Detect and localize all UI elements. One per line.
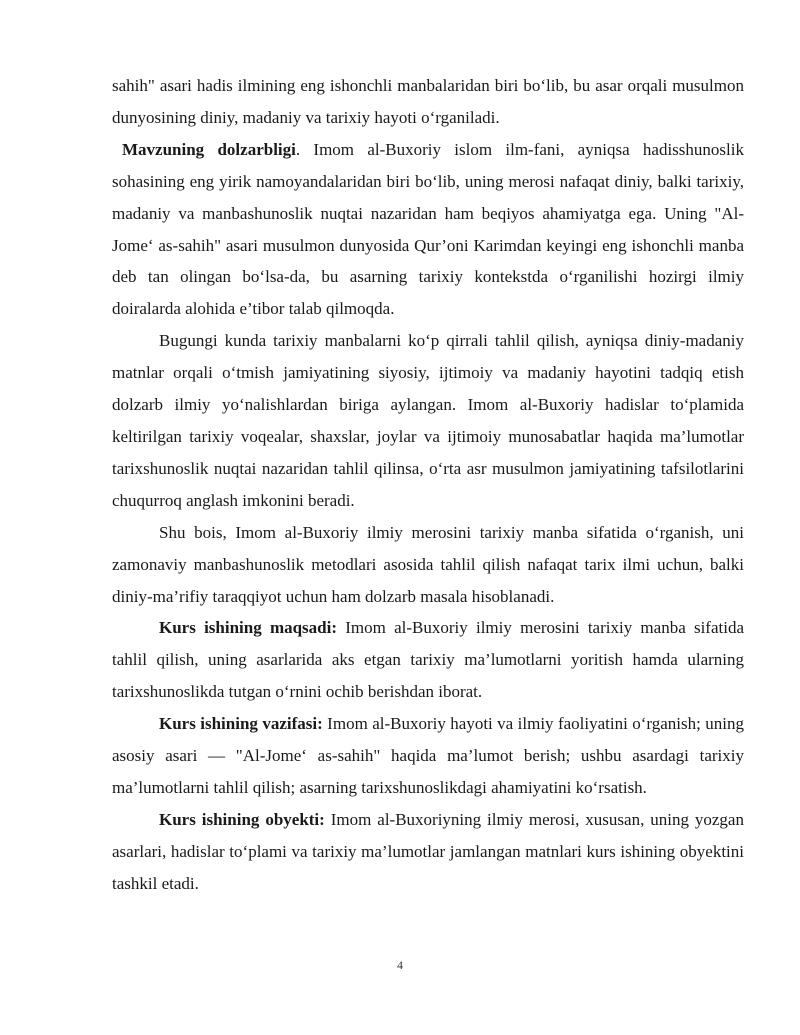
paragraph-heading-tasks: Kurs ishining vazifasi: — [159, 714, 323, 734]
paragraph-text: Bugungi kunda tarixiy manbalarni ko‘p qirrali tahlil qilish, ayniqsa diniy-madaniy matnlar orqali o‘tmish jamiyatining siyosiy, ijtimoiy va madaniy hayotini tadqiq etish dolzarb ilmiy yo‘nalishlardan biriga aylangan. Imom al-Buxoriy hadislar to‘plamida keltirilgan tarixiy voqealar, shaxslar, joylar va ijtimoiy munosabatlar haqida ma’lumotlar tarixshunoslik nuqtai nazaridan tahlil qilinsa, o‘rta asr musulmon jamiyatining tafsilotlarini chuqurroq anglash imkonini beradi. — [112, 331, 744, 510]
paragraph-text: Imom al-Buxoriy hayoti va ilmiy faoliyatini o‘rganish; uning asosiy asari — "Al-Jome‘ as-sahih" haqida ma’lumot berish; ushbu asardagi tarixiy ma’lumotlarni tahlil qilish; asarning tarixshunoslikdagi ahamiyatini ko‘rsatish. — [112, 714, 745, 797]
paragraph-continuation — [112, 70, 744, 134]
paragraph-relevance — [112, 134, 744, 325]
paragraph-object — [112, 804, 744, 900]
paragraph-heading-object: Kurs ishining obyekti: — [159, 809, 325, 829]
document-page — [112, 70, 744, 900]
paragraph-text: Imom al-Buxoriy ilmiy merosini tarixiy manba sifatida tahlil qilish, uning asarlarida aks etgan tarixiy ma’lumotlarni yoritish hamda ularning tarixshunoslikda tutgan o‘rnini ochib berishdan iborat. — [112, 618, 745, 702]
paragraph-goal — [112, 612, 744, 708]
paragraph-therefore — [112, 517, 744, 613]
paragraph-tasks — [112, 708, 744, 804]
page-number: 4 — [397, 958, 403, 972]
paragraph-heading-goal: Kurs ishining maqsadi: — [159, 618, 338, 638]
paragraph-text: sahih" asari hadis ilmining eng ishonchli manbalaridan biri bo‘lib, bu asar orqali musulmon dunyosining diniy, madaniy va tarixiy hayoti o‘rganiladi. — [112, 76, 744, 127]
paragraph-text: Imom al-Buxoriyning ilmiy merosi, xususan, uning yozgan asarlari, hadislar to‘plami va tarixiy ma’lumotlar jamlangan matnlari kurs ishining obyektini tashkil etadi. — [112, 809, 744, 893]
paragraph-text: . Imom al-Buxoriy islom ilm-fani, ayniqsa hadisshunoslik sohasining eng yirik namoyandalaridan biri bo‘lib, uning merosi nafaqat diniy, balki tarixiy, madaniy va manbashunoslik nuqtai nazaridan ham beqiyos ahamiyatga ega. Uning "Al-Jome‘ as-sahih" asari musulmon dunyosida Qur’oni Karimdan keyingi eng ishonchli manba deb tan olingan bo‘lsa-da, bu asarning tarixiy kontekstda o‘rganilishi hozirgi ilmiy doiralarda alohida e’tibor talab qilmoqda. — [112, 139, 744, 319]
paragraph-today — [112, 325, 744, 516]
paragraph-text: Shu bois, Imom al-Buxoriy ilmiy merosini tarixiy manba sifatida o‘rganish, uni zamonaviy manbashunoslik metodlari asosida tahlil qilish nafaqat tarix ilmi uchun, balki diniy-ma’rifiy taraqqiyot uchun ham dolzarb masala hisoblanadi. — [112, 522, 744, 606]
paragraph-heading-relevance: Mavzuning dolzarbligi — [122, 139, 296, 159]
